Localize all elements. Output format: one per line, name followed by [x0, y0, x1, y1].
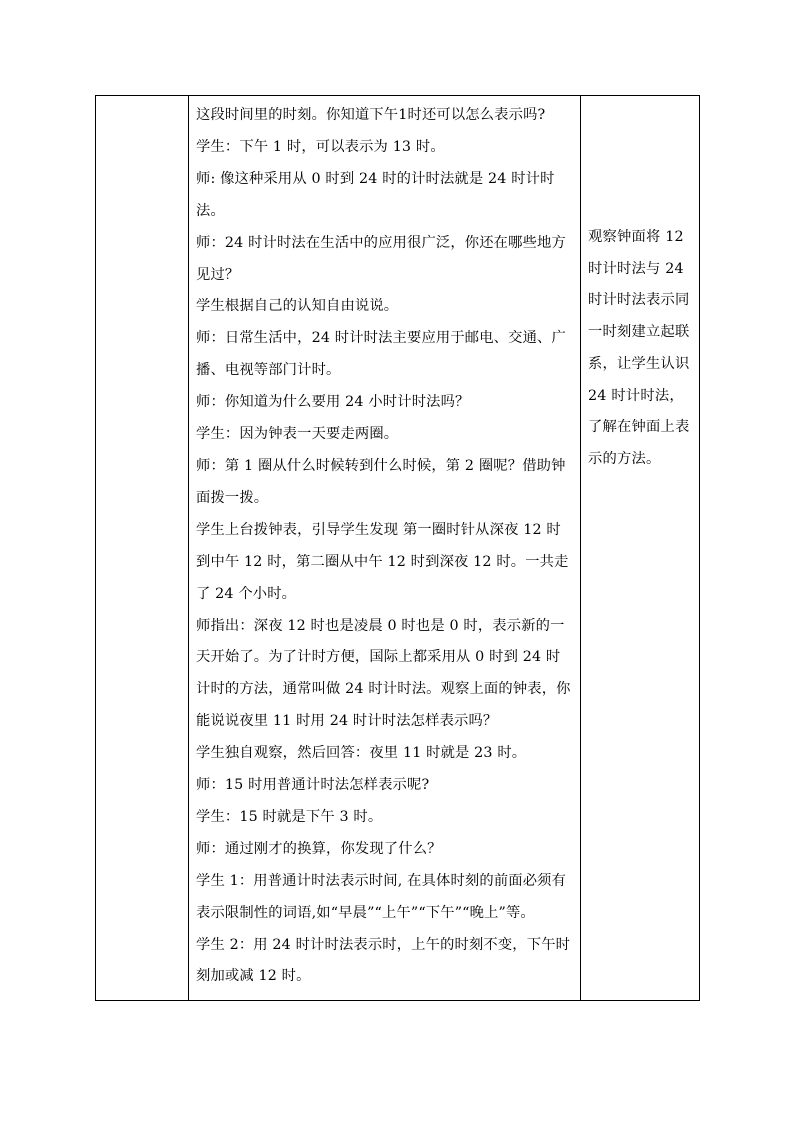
left-column-cell: [96, 96, 189, 1000]
paragraph-10: 学生上台拨钟表，引导学生发现 第一圈时针从深夜 12 时到中午 12 时，第二圈从中午 12 时到深夜 12 时。一共走了 24 个小时。: [196, 521, 569, 602]
paragraph-9: 师：第 1 圈从什么时候转到什么时候，第 2 圈呢？借助钟面拨一拨。: [196, 457, 566, 506]
paragraph-14: 学生：15 时就是下午 3 时。: [196, 808, 383, 825]
paragraph-8: 学生：因为钟表一天要走两圈。: [196, 426, 399, 443]
lesson-table: [95, 95, 700, 1001]
paragraph-16: 学生 1：用普通计时法表示时间, 在具体时刻的前面必须有表示限制性的词语,如“早晨”“上午”“下午”“晚上”等。: [196, 872, 567, 921]
paragraph-12: 学生独自观察，然后回答：夜里 11 时就是 23 时。: [196, 745, 527, 762]
teaching-process-cell: [189, 96, 581, 1000]
paragraph-1: 这段时间里的时刻。你知道下午1时还可以怎么表示吗?: [196, 107, 546, 123]
paragraph-15: 师：通过刚才的换算，你发现了什么？: [196, 840, 442, 857]
paragraph-17: 学生 2：用 24 时计时法表示时，上午的时刻不变，下午时刻加或减 12 时。: [196, 936, 571, 985]
paragraph-3: 师: 像这种采用从 0 时到 24 时的计时法就是 24 时计时法。: [196, 170, 555, 219]
paragraph-6: 师：日常生活中，24 时计时法主要应用于邮电、交通、广播、电视等部门计时。: [196, 330, 566, 379]
paragraph-5: 学生根据自己的认知自由说说。: [196, 298, 399, 315]
paragraph-2: 学生：下午 1 时，可以表示为 13 时。: [196, 138, 445, 155]
design-note-text: 观察钟面将 12 时计时法与 24 时计时法表示同一时刻建立起联系，让学生认识 24 时计时法，了解在钟面上表示的方法。: [588, 229, 690, 467]
paragraph-13: 师：15 时用普通计时法怎样表示呢?: [196, 777, 430, 794]
paragraph-7: 师：你知道为什么要用 24 小时计时法吗？: [196, 394, 470, 411]
design-intent-cell: [581, 96, 699, 1000]
paragraph-4: 师：24 时计时法在生活中的应用很广泛，你还在哪些地方见过？: [196, 234, 566, 283]
paragraph-11: 师指出：深夜 12 时也是凌晨 0 时也是 0 时，表示新的一天开始了。为了计时方便，国际上都采用从 0 时到 24 时计时的方法，通常叫做 24 时计时法。观察上面的钟表，你能说说夜里 11 时用 24 时计时法怎样表示吗？: [196, 617, 571, 730]
